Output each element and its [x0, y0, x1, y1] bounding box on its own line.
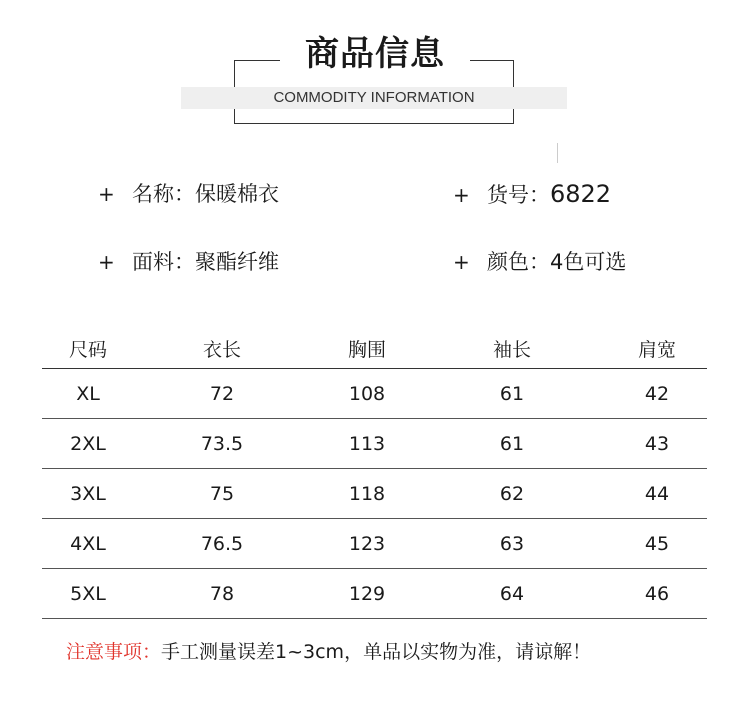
plus-icon: +: [98, 250, 115, 274]
info-name-label: 名称：: [132, 182, 195, 206]
note-label: 注意事项：: [66, 641, 162, 663]
table-row: [42, 519, 707, 569]
table-cell: 43: [644, 432, 670, 455]
plus-icon: +: [98, 182, 115, 206]
table-cell: 46: [644, 582, 670, 605]
size-table: [42, 328, 707, 619]
table-row: [42, 469, 707, 519]
info-name-value: 保暖棉衣: [195, 182, 279, 206]
header-cell: 衣长: [202, 338, 241, 361]
table-cell: 73.5: [200, 432, 244, 455]
care-note: [66, 638, 591, 666]
table-cell: 63: [499, 532, 525, 555]
table-cell: 72: [209, 382, 235, 405]
header-cell: 肩宽: [637, 338, 676, 361]
info-item-no: [453, 180, 611, 209]
table-cell: 61: [499, 432, 525, 455]
table-cell: 108: [348, 382, 386, 405]
table-cell: 78: [209, 582, 235, 605]
table-row: [42, 419, 707, 469]
plus-icon: +: [453, 183, 470, 207]
info-color: [453, 248, 626, 276]
table-cell: 5XL: [70, 582, 106, 605]
table-header-row: [42, 328, 707, 369]
table-cell: 62: [499, 482, 525, 505]
table-cell: 3XL: [70, 482, 106, 505]
table-cell: 61: [499, 382, 525, 405]
info-color-label: 颜色：: [487, 250, 550, 274]
table-cell: 118: [348, 482, 386, 505]
table-cell: 42: [644, 382, 670, 405]
table-cell: 2XL: [70, 432, 106, 455]
header-cell: 袖长: [492, 338, 531, 361]
info-name: [98, 180, 279, 208]
table-cell: 76.5: [200, 532, 244, 555]
table-cell: 64: [499, 582, 525, 605]
table-row: [42, 369, 707, 419]
table-cell: 45: [644, 532, 670, 555]
table-cell: 123: [348, 532, 386, 555]
info-item-no-label: 货号：: [487, 183, 550, 207]
table-cell: 44: [644, 482, 670, 505]
table-row: [42, 569, 707, 619]
header-cell: 尺码: [68, 338, 107, 361]
page-subtitle: COMMODITY INFORMATION: [273, 89, 475, 106]
table-cell: 75: [209, 482, 235, 505]
page-title: 商品信息: [280, 32, 470, 76]
header-cell: 胸围: [347, 338, 386, 361]
info-fabric-label: 面料：: [132, 250, 195, 274]
info-fabric: [98, 248, 279, 276]
table-cell: 4XL: [70, 532, 106, 555]
table-cell: XL: [76, 382, 100, 405]
info-color-value: 4色可选: [550, 250, 627, 274]
info-fabric-value: 聚酯纤维: [195, 250, 279, 274]
table-cell: 113: [348, 432, 386, 455]
info-item-no-value: 6822: [550, 180, 612, 208]
plus-icon: +: [453, 250, 470, 274]
note-text: 手工测量误差1~3cm，单品以实物为准，请谅解！: [161, 641, 592, 663]
table-cell: 129: [348, 582, 386, 605]
divider-tick: [557, 143, 558, 163]
